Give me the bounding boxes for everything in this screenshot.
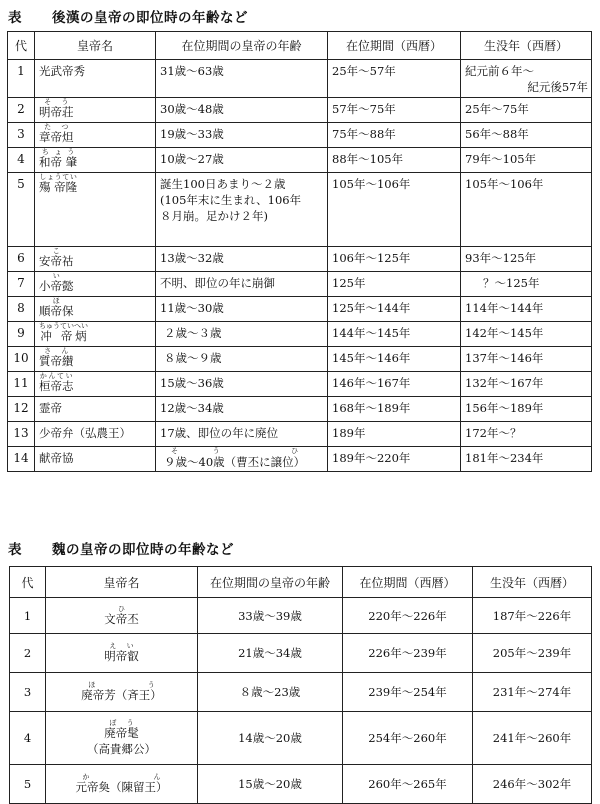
emperor-age-cell	[156, 447, 328, 472]
emperor-reign: 125年	[328, 272, 461, 297]
table1-row	[8, 60, 592, 98]
emperor-age: 不明、即位の年に崩御	[156, 272, 328, 297]
emperor-reign: 88年〜105年	[328, 148, 461, 173]
table1-row	[8, 272, 592, 297]
emperor-no: 1	[8, 60, 35, 98]
emperor-no: 8	[8, 297, 35, 322]
emperor-name: 献帝協	[35, 447, 156, 472]
emperor-no: 4	[8, 148, 35, 173]
emperor-no: 14	[8, 447, 35, 472]
emperor-age: 15歳〜36歳	[156, 372, 328, 397]
emperor-name: 元帝奐（陳留王）	[75, 780, 168, 794]
emperor-life: 156年〜189年	[461, 397, 592, 422]
emperor-age-line1: 誕生100日あまり〜２歳	[160, 177, 286, 191]
emperor-age: ９歳〜40歳（曹丕に譲位）	[164, 455, 306, 469]
emperor-reign: 145年〜146年	[328, 347, 461, 372]
emperor-name: 冲 帝炳	[39, 329, 88, 343]
table1-title: 後漢の皇帝の即位時の年齢など	[52, 10, 248, 26]
table2-header-row	[10, 567, 592, 598]
emperor-age: 30歳〜48歳	[156, 98, 328, 123]
emperor-age: 14歳〜20歳	[198, 712, 343, 765]
emperor-reign: 75年〜88年	[328, 123, 461, 148]
table1-row	[8, 98, 592, 123]
table2-header-age: 在位期間の皇帝の年齢	[198, 567, 343, 598]
table2-title-block	[8, 538, 234, 558]
emperor-reign: 220年〜226年	[343, 598, 473, 634]
emperor-name-cell	[46, 634, 198, 673]
emperor-life: 56年〜88年	[461, 123, 592, 148]
table2-row	[10, 765, 592, 804]
emperor-life-line2: 紀元後57年	[527, 80, 588, 94]
emperor-age: 10歳〜27歳	[156, 148, 328, 173]
emperor-reading: かんてい	[39, 372, 74, 380]
emperor-life	[461, 60, 592, 98]
emperor-name-cell	[35, 272, 156, 297]
emperor-life: 172年〜？	[461, 422, 592, 447]
emperor-name: 桓帝志	[39, 379, 74, 393]
emperor-name-cell	[46, 712, 198, 765]
emperor-reign: 125年〜144年	[328, 297, 461, 322]
emperor-reign: 25年〜57年	[328, 60, 461, 98]
emperor-reading: ぼう	[104, 719, 139, 727]
table2-row	[10, 712, 592, 765]
emperor-reign: 168年〜189年	[328, 397, 461, 422]
emperor-no: 2	[10, 634, 46, 673]
emperor-no: 11	[8, 372, 35, 397]
emperor-reading: しょうてい	[39, 173, 78, 181]
emperor-reading: ひ	[104, 604, 139, 613]
emperor-age: 33歳〜39歳	[198, 598, 343, 634]
table1-header-life: 生没年（西暦）	[461, 32, 592, 60]
emperor-reading: そう	[39, 98, 74, 106]
emperor-reading: かん	[75, 773, 168, 781]
table2-title: 魏の皇帝の即位時の年齢など	[52, 542, 234, 558]
emperor-no: 3	[8, 123, 35, 148]
emperor-reading: ちょう	[39, 148, 78, 156]
table1-row	[8, 173, 592, 247]
emperor-name-cell	[35, 98, 156, 123]
emperor-reign: 189年	[328, 422, 461, 447]
table1-row	[8, 297, 592, 322]
emperor-no: 7	[8, 272, 35, 297]
table1-row	[8, 347, 592, 372]
emperor-life: 142年〜145年	[461, 322, 592, 347]
table2-row	[10, 673, 592, 712]
emperor-age: 11歳〜30歳	[156, 297, 328, 322]
emperor-life: 132年〜167年	[461, 372, 592, 397]
emperor-life: 114年〜144年	[461, 297, 592, 322]
emperor-name-cell	[35, 372, 156, 397]
emperor-no: 2	[8, 98, 35, 123]
emperor-reign: 226年〜239年	[343, 634, 473, 673]
table1-header-row	[8, 32, 592, 60]
emperor-name-line2: （高貴郷公）	[87, 742, 156, 756]
emperor-reign: 106年〜125年	[328, 247, 461, 272]
emperor-age: ８歳〜23歳	[198, 673, 343, 712]
emperor-life: 181年〜234年	[461, 447, 592, 472]
emperor-reading: ちゅうていへい	[39, 322, 88, 330]
emperor-no: 5	[10, 765, 46, 804]
emperor-name-cell	[46, 765, 198, 804]
table1-row	[8, 422, 592, 447]
emperor-age: 31歳〜63歳	[156, 60, 328, 98]
table1-title-block	[8, 6, 248, 26]
emperor-name-cell	[46, 673, 198, 712]
table1-header-name: 皇帝名	[35, 32, 156, 60]
emperor-life: ？〜125年	[461, 272, 592, 297]
emperor-age: 13歳〜32歳	[156, 247, 328, 272]
emperor-no: 13	[8, 422, 35, 447]
table2-header-reign: 在位期間（西暦）	[343, 567, 473, 598]
emperor-name: 光武帝秀	[35, 60, 156, 98]
emperor-no: 6	[8, 247, 35, 272]
emperor-no: 1	[10, 598, 46, 634]
table2-header-name: 皇帝名	[46, 567, 198, 598]
table2-header-no: 代	[10, 567, 46, 598]
emperor-name: 明帝叡	[104, 649, 139, 663]
emperor-name: 安帝祜	[39, 254, 74, 268]
emperor-reign: 144年〜145年	[328, 322, 461, 347]
table2	[9, 566, 592, 804]
emperor-name: 霊帝	[35, 397, 156, 422]
table1-header-age: 在位期間の皇帝の年齢	[156, 32, 328, 60]
emperor-name-cell	[35, 297, 156, 322]
emperor-reign: 239年〜254年	[343, 673, 473, 712]
table1-header-no: 代	[8, 32, 35, 60]
emperor-life: 79年〜105年	[461, 148, 592, 173]
emperor-name: 殤 帝隆	[39, 180, 78, 194]
table1-row	[8, 397, 592, 422]
emperor-reading: こ	[39, 247, 74, 255]
emperor-age-line2: (105年末に生まれ、106年	[160, 193, 302, 207]
emperor-life: 231年〜274年	[473, 673, 592, 712]
emperor-name: 和帝 肇	[39, 155, 78, 169]
emperor-reign: 260年〜265年	[343, 765, 473, 804]
emperor-name-cell	[35, 347, 156, 372]
emperor-life: 205年〜239年	[473, 634, 592, 673]
emperor-reading: たつ	[39, 123, 74, 131]
table1-row	[8, 372, 592, 397]
emperor-name-cell	[35, 173, 156, 247]
emperor-life-line1: 紀元前６年〜	[465, 64, 534, 78]
emperor-no: 5	[8, 173, 35, 247]
emperor-no: 10	[8, 347, 35, 372]
emperor-reign: 105年〜106年	[328, 173, 461, 247]
emperor-reign: 57年〜75年	[328, 98, 461, 123]
table1-row	[8, 148, 592, 173]
emperor-age-reading: そう ひ	[164, 447, 306, 455]
table2-row	[10, 634, 592, 673]
emperor-life: 241年〜260年	[473, 712, 592, 765]
emperor-life: 137年〜146年	[461, 347, 592, 372]
emperor-no: 3	[10, 673, 46, 712]
emperor-name: 文帝丕	[104, 611, 139, 626]
emperor-name-cell	[35, 322, 156, 347]
emperor-name: 質帝纉	[39, 354, 74, 368]
emperor-no: 12	[8, 397, 35, 422]
emperor-reign: 189年〜220年	[328, 447, 461, 472]
emperor-name-cell	[35, 123, 156, 148]
table1-row	[8, 447, 592, 472]
emperor-name-cell	[46, 598, 198, 634]
emperor-life: 187年〜226年	[473, 598, 592, 634]
table1-row	[8, 322, 592, 347]
emperor-reading: い	[39, 272, 74, 280]
table1-header-reign: 在位期間（西暦）	[328, 32, 461, 60]
emperor-reign: 254年〜260年	[343, 712, 473, 765]
emperor-age: 17歳、即位の年に廃位	[156, 422, 328, 447]
emperor-reading: ほ	[39, 297, 74, 305]
emperor-name: 少帝弁（弘農王）	[35, 422, 156, 447]
emperor-name: 章帝炟	[39, 130, 74, 144]
emperor-age	[156, 173, 328, 247]
table1-row	[8, 123, 592, 148]
emperor-age: ２歳〜３歳	[156, 322, 328, 347]
emperor-no: 4	[10, 712, 46, 765]
emperor-name-cell	[35, 148, 156, 173]
emperor-name-cell	[35, 247, 156, 272]
emperor-name-line1	[48, 719, 195, 741]
table2-label: 表	[8, 542, 22, 558]
emperor-no: 9	[8, 322, 35, 347]
emperor-life: 25年〜75年	[461, 98, 592, 123]
emperor-reading: ほう	[81, 681, 162, 689]
emperor-reading: えい	[104, 642, 139, 650]
table1-row	[8, 247, 592, 272]
emperor-age: 19歳〜33歳	[156, 123, 328, 148]
emperor-age: ８歳〜９歳	[156, 347, 328, 372]
emperor-reading: さん	[39, 347, 74, 355]
table2-header-life: 生没年（西暦）	[473, 567, 592, 598]
emperor-name: 廃帝髦	[104, 726, 139, 740]
emperor-life: 246年〜302年	[473, 765, 592, 804]
emperor-life: 105年〜106年	[461, 173, 592, 247]
emperor-reign: 146年〜167年	[328, 372, 461, 397]
emperor-age: 12歳〜34歳	[156, 397, 328, 422]
emperor-age-line3: ８月崩。足かけ２年)	[160, 209, 268, 223]
emperor-age: 21歳〜34歳	[198, 634, 343, 673]
emperor-name: 小帝懿	[39, 279, 74, 293]
emperor-life: 93年〜125年	[461, 247, 592, 272]
emperor-name: 廃帝芳（斉王）	[81, 688, 162, 702]
emperor-name: 明帝荘	[39, 105, 74, 119]
table2-row	[10, 598, 592, 634]
emperor-name: 順帝保	[39, 304, 74, 318]
emperor-age: 15歳〜20歳	[198, 765, 343, 804]
table1-label: 表	[8, 10, 22, 26]
table1	[7, 31, 592, 472]
